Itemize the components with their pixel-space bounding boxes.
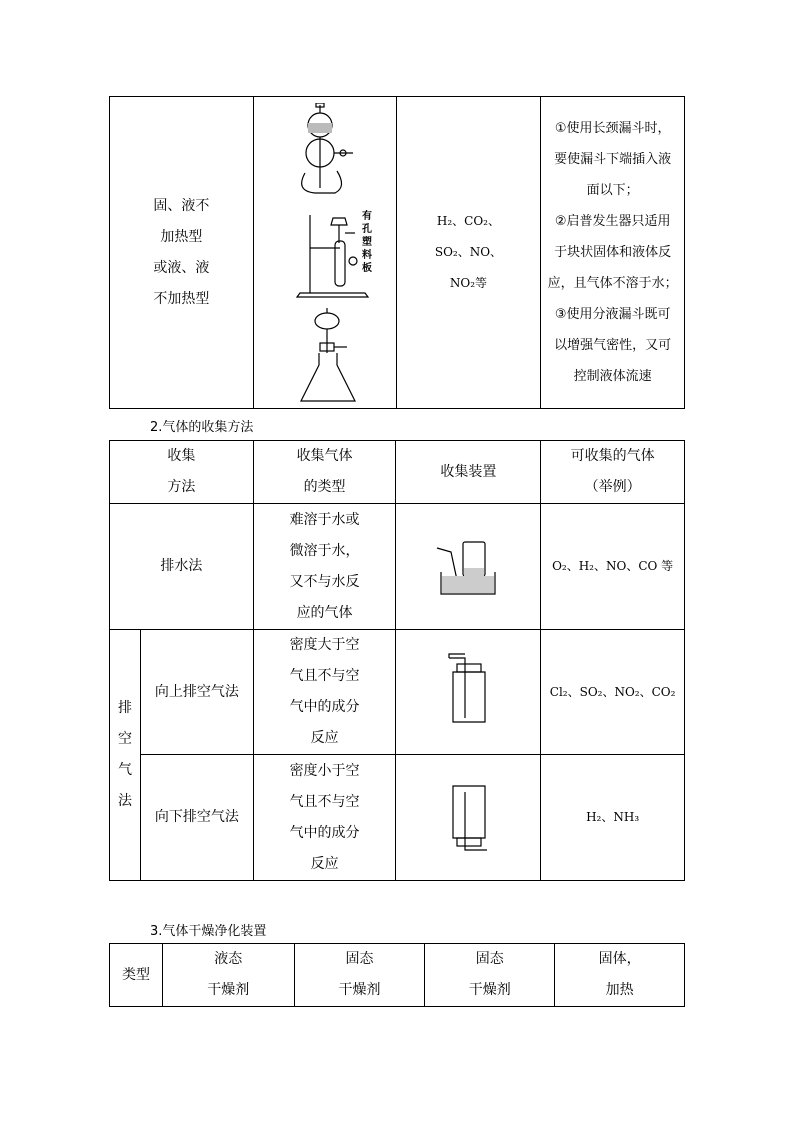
air-method-label: 排 空 气 法: [110, 630, 141, 881]
generator-table: [109, 96, 685, 409]
solid-heated: 固体， 加热: [555, 944, 685, 1007]
type-label: 类型: [110, 944, 163, 1007]
upward-method-gases: Cl₂、SO₂、NO₂、CO₂: [541, 630, 685, 755]
generator-gases-cell: H₂、CO₂、 SO₂、NO、 NO₂等: [396, 97, 541, 409]
generator-notes-cell: ①使用长颈漏斗时， 要使漏斗下端插入液 面以下； ②启普发生器只适用 于块状固体和液体反 应，且气体不溶于水； ③使用分液漏斗既可 以增强气密性，又可 控制液体流速: [541, 97, 685, 409]
liquid-desiccant: 液态 干燥剂: [162, 944, 294, 1007]
upward-method-name: 向上排空气法: [140, 630, 253, 755]
downward-method-name: 向下排空气法: [140, 755, 253, 881]
downward-displacement-diagram: [443, 778, 493, 858]
section-2-heading: 2.气体的收集方法: [150, 420, 254, 435]
header-apparatus: 收集装置: [396, 441, 541, 504]
generator-type-cell: 固、液不 加热型 或液、液 不加热型: [110, 97, 254, 409]
header-examples: 可收集的气体 （举例）: [541, 441, 685, 504]
section-3-heading: 3.气体干燥净化装置: [150, 924, 267, 939]
water-method-apparatus: [396, 504, 541, 630]
water-method-gases: O₂、H₂、NO、CO 等: [541, 504, 685, 630]
downward-method-type: 密度小于空 气且不与空 气中的成分 反应: [253, 755, 396, 881]
downward-method-gases: H₂、NH₃: [541, 755, 685, 881]
upward-method-apparatus: [396, 630, 541, 755]
header-method: 收集 方法: [110, 441, 254, 504]
solid-desiccant-1: 固态 干燥剂: [294, 944, 425, 1007]
water-displacement-diagram: [433, 532, 503, 602]
upward-method-type: 密度大于空 气且不与空 气中的成分 反应: [253, 630, 396, 755]
kipp-generator-diagram: [265, 103, 385, 403]
collection-table: [109, 440, 685, 881]
generator-apparatus-cell: [253, 97, 396, 409]
drying-table: [109, 943, 685, 1007]
downward-method-apparatus: [396, 755, 541, 881]
water-method-type: 难溶于水或 微溶于水， 又不与水反 应的气体: [253, 504, 396, 630]
perforated-plate-label: 有孔塑料板: [361, 210, 372, 274]
upward-displacement-diagram: [443, 652, 493, 732]
water-method-name: 排水法: [110, 504, 254, 630]
header-gas-type: 收集气体 的类型: [253, 441, 396, 504]
solid-desiccant-2: 固态 干燥剂: [425, 944, 555, 1007]
